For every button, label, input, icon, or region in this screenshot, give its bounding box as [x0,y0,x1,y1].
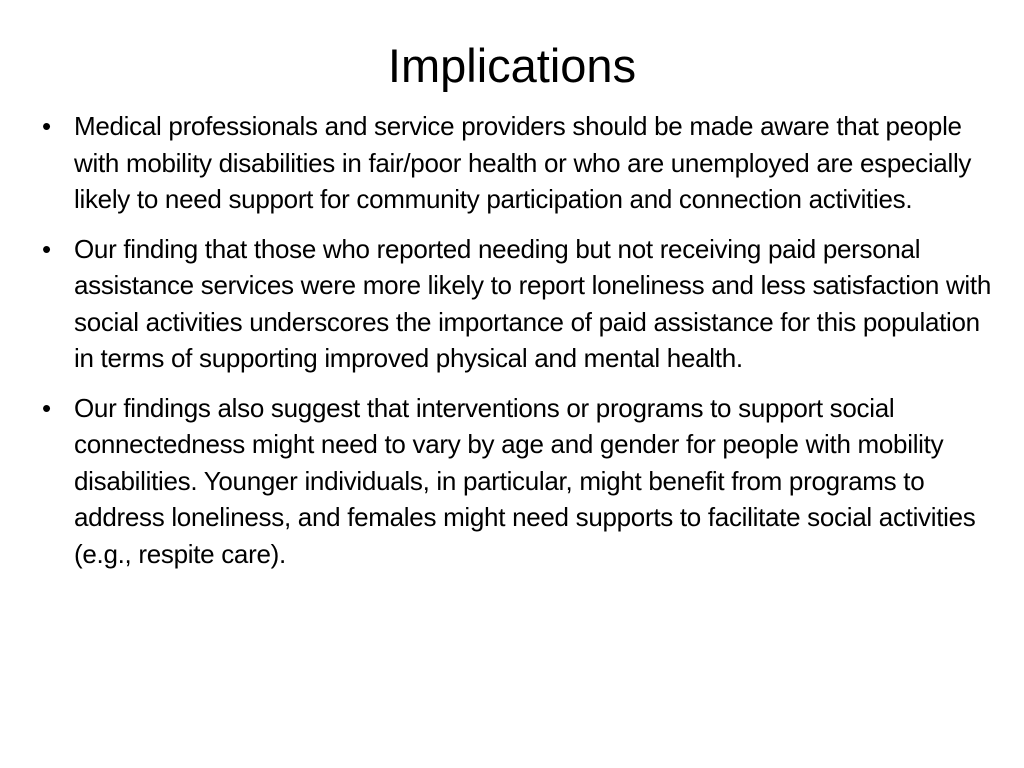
bullet-text: Medical professionals and service providers should be made aware that people with mobility disabilities in fair/poor health or who are unemployed are especially likely to need support for community participation and connection activities. [74,111,972,214]
bullet-text: Our finding that those who reported needing but not receiving paid personal assistance services were more likely to report loneliness and less satisfaction with social activities underscores the importance of paid assistance for this population in terms of supporting improved physical and mental health. [74,233,991,373]
bullet-icon: • [42,111,51,141]
bullet-text: Our findings also suggest that interventions or programs to support social connectedness might need to vary by age and gender for people with mobility disabilities. Younger individuals, in particular, might benefit from programs to address loneliness, and females might need supports to facilitate social activities (e.g., respite care). [74,392,976,569]
bullet-item [42,390,992,573]
slide-title: Implications [387,39,637,92]
bullet-item [42,231,992,377]
bullet-icon: • [42,233,51,264]
bullet-item [42,108,992,218]
bullet-list [42,108,992,585]
bullet-icon: • [42,392,51,423]
